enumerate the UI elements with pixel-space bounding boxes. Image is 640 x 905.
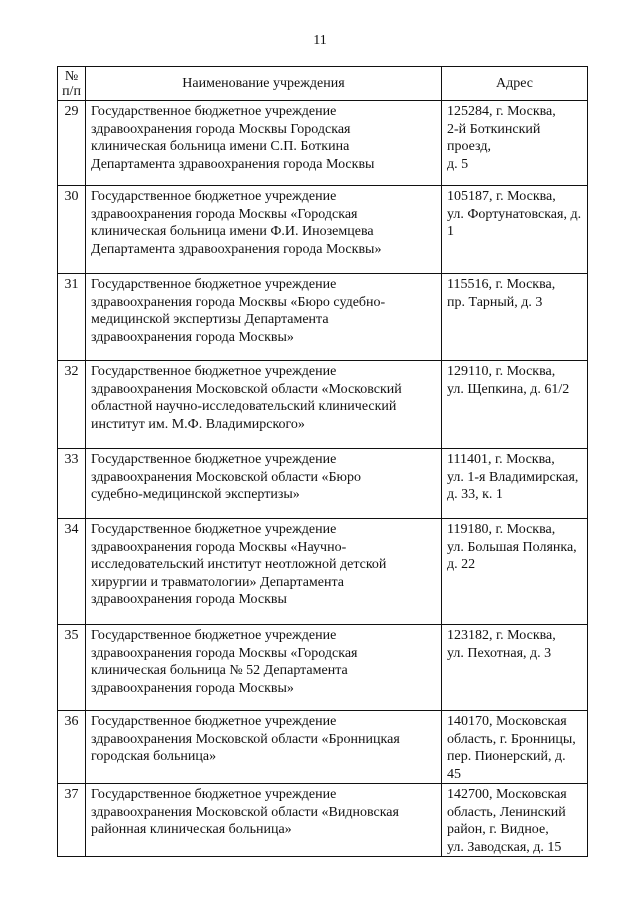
institution-address: 140170, Московская область, г. Бронницы, пер. Пионерский, д. 45 <box>442 711 588 784</box>
table-row <box>58 711 588 784</box>
institution-address: 111401, г. Москва, ул. 1-я Владимирская, д. 33, к. 1 <box>442 449 588 519</box>
table-row <box>58 625 588 711</box>
institution-name: Государственное бюджетное учреждение здравоохранения Московской области «Бронницкая городская больница» <box>86 711 442 784</box>
header-name: Наименование учреждения <box>86 67 442 101</box>
row-number: 31 <box>58 274 86 361</box>
institution-name: Государственное бюджетное учреждение здравоохранения Московской области «Видновская районная клиническая больница» <box>86 784 442 857</box>
institution-name: Государственное бюджетное учреждение здравоохранения Московской области «Московский областной научно-исследовательский клинический институт им. М.Ф. Владимирского» <box>86 361 442 449</box>
institution-address: 119180, г. Москва, ул. Большая Полянка, д. 22 <box>442 519 588 625</box>
row-number: 35 <box>58 625 86 711</box>
institution-name: Государственное бюджетное учреждение здравоохранения города Москвы «Бюро судебно- медицинской экспертизы Департамента здравоохранения города Москвы» <box>86 274 442 361</box>
table-row <box>58 274 588 361</box>
table-row <box>58 449 588 519</box>
page-number: 11 <box>313 33 327 48</box>
table-row <box>58 186 588 274</box>
institution-address: 125284, г. Москва, 2-й Боткинский проезд, д. 5 <box>442 101 588 186</box>
institution-name: Государственное бюджетное учреждение здравоохранения города Москвы «Городская клиническая больница имени Ф.И. Иноземцева Департамента здравоохранения города Москвы» <box>86 186 442 274</box>
institution-address: 115516, г. Москва, пр. Тарный, д. 3 <box>442 274 588 361</box>
institution-address: 105187, г. Москва, ул. Фортунатовская, д. 1 <box>442 186 588 274</box>
table-header-row <box>58 67 588 101</box>
row-number: 36 <box>58 711 86 784</box>
table-row <box>58 784 588 857</box>
institution-address: 142700, Московская область, Ленинский район, г. Видное, ул. Заводская, д. 15 <box>442 784 588 857</box>
institution-address: 123182, г. Москва, ул. Пехотная, д. 3 <box>442 625 588 711</box>
header-address: Адрес <box>442 67 588 101</box>
row-number: 29 <box>58 101 86 186</box>
table-row <box>58 101 588 186</box>
institution-address: 129110, г. Москва, ул. Щепкина, д. 61/2 <box>442 361 588 449</box>
row-number: 33 <box>58 449 86 519</box>
row-number: 34 <box>58 519 86 625</box>
institution-name: Государственное бюджетное учреждение здравоохранения города Москвы «Городская клиническая больница № 52 Департамента здравоохранения города Москвы» <box>86 625 442 711</box>
table-row <box>58 361 588 449</box>
table-row <box>58 519 588 625</box>
row-number: 32 <box>58 361 86 449</box>
header-number: № п/п <box>58 67 86 101</box>
institutions-table <box>57 66 588 857</box>
institution-name: Государственное бюджетное учреждение здравоохранения города Москвы «Научно- исследовательский институт неотложной детской хирургии и травматологии» Департамента здравоохранения города Москвы <box>86 519 442 625</box>
row-number: 30 <box>58 186 86 274</box>
institution-name: Государственное бюджетное учреждение здравоохранения Московской области «Бюро судебно-медицинской экспертизы» <box>86 449 442 519</box>
row-number: 37 <box>58 784 86 857</box>
institution-name: Государственное бюджетное учреждение здравоохранения города Москвы Городская клиническая больница имени С.П. Боткина Департамента здравоохранения города Москвы <box>86 101 442 186</box>
